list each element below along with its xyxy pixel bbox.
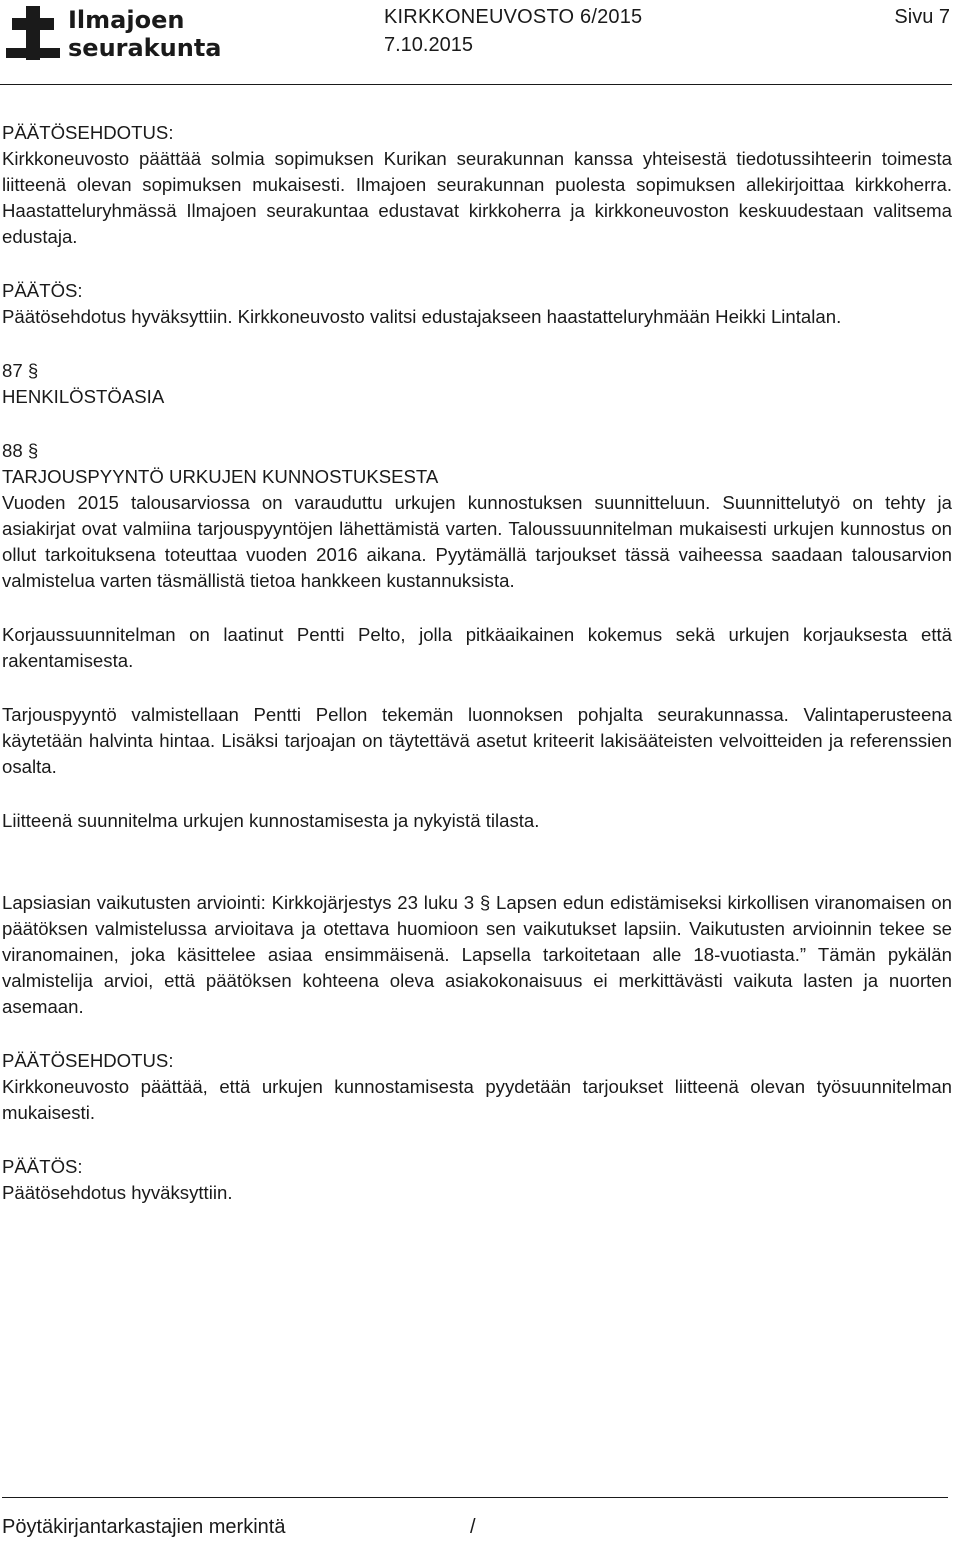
document-body xyxy=(2,120,952,1206)
footer-slash: / xyxy=(470,1516,476,1538)
cross-emblem-icon xyxy=(6,6,60,60)
decision-text-2: Päätösehdotus hyväksyttiin. xyxy=(2,1182,233,1203)
proposal-text-1: Kirkkoneuvosto päättää solmia sopimuksen Kurikan seurakunnan kanssa yhteisestä tiedotussihteerin toimesta liitteenä olevan sopimuksen mukaisesti. Ilmajoen seurakunnan puolesta sopimuksen allekirjoittaa kirkkoherra. Haastatteluryhmässä Ilmajoen seurakuntaa edustavat kirkkoherra ja kirkkoneuvoston keskuudestaan valitsema edustaja. xyxy=(2,148,952,247)
paragraph-4: Liitteenä suunnitelma urkujen kunnostamisesta ja nykyistä tilasta. xyxy=(2,810,540,831)
section-87-number: 87 § xyxy=(2,360,39,381)
decision-text-1: Päätösehdotus hyväksyttiin. Kirkkoneuvosto valitsi edustajakseen haastatteluryhmään Heikki Lintalan. xyxy=(2,306,842,327)
paragraph-1: Vuoden 2015 talousarviossa on varauduttu urkujen kunnostuksen suunnitteluun. Suunnittelutyö on tehty ja asiakirjat ovat valmiina tarjouspyyntöjen lähettämistä varten. Taloussuunnitelman mukaisesti urkujen kunnostus on ollut tarkoituksena toteuttaa vuoden 2016 aikana. Pyytämällä tarjoukset tässä vaiheessa saadaan talousarvion valmistelua varten täsmällistä tietoa hankkeen kustannuksista. xyxy=(2,492,952,591)
section-88-number: 88 § xyxy=(2,440,39,461)
decision-heading-1: PÄÄTÖS: xyxy=(2,280,83,301)
paragraph-5: Lapsiasian vaikutusten arviointi: Kirkkojärjestys 23 luku 3 § Lapsen edun edistämiseksi kirkollisen viranomaisen on päätöksen valmistelussa arvioitava ja otettava huomioon sen vaikutukset lapsiin. Vaikutusten arvioinnin tekee se viranomainen, joka käsittelee asiaa ensimmäisenä. Lapsella tarkoitetaan alle 18-vuotiasta.” Tämän pykälän valmistelija arvioi, että päätöksen kohteena oleva asiakokonaisuus ei merkittävästi vaikuta lasten ja nuorten asemaan. xyxy=(2,892,952,1017)
paragraph-3: Tarjouspyyntö valmistellaan Pentti Pellon tekemän luonnoksen pohjalta seurakunnassa. Valintaperusteena käytetään halvinta hintaa. Lisäksi tarjoajan on täytettävä asetut kriteerit lakisääteisten velvoitteiden ja referenssien osalta. xyxy=(2,704,952,777)
section-88-title: TARJOUSPYYNTÖ URKUJEN KUNNOSTUKSESTA xyxy=(2,466,439,487)
paragraph-2: Korjaussuunnitelman on laatinut Pentti Pelto, jolla pitkäaikainen kokemus sekä urkujen korjauksesta että rakentamisesta. xyxy=(2,624,952,671)
header-divider xyxy=(0,84,952,85)
decision-heading-2: PÄÄTÖS: xyxy=(2,1156,83,1177)
proposal-text-2: Kirkkoneuvosto päättää, että urkujen kunnostamisesta pyydetään tarjoukset liitteenä olevan työsuunnitelman mukaisesti. xyxy=(2,1076,952,1123)
proposal-heading-2: PÄÄTÖSEHDOTUS: xyxy=(2,1050,174,1071)
document-date: 7.10.2015 xyxy=(384,34,473,56)
page-number: Sivu 7 xyxy=(894,6,950,28)
footer-divider xyxy=(2,1497,948,1498)
proposal-heading-1: PÄÄTÖSEHDOTUS: xyxy=(2,122,174,143)
logo-line1: Ilmajoen xyxy=(68,6,185,34)
parish-logo xyxy=(6,4,238,66)
logo-line2: seurakunta xyxy=(68,34,222,62)
document-title: KIRKKONEUVOSTO 6/2015 xyxy=(384,6,643,28)
footer-label: Pöytäkirjantarkastajien merkintä xyxy=(2,1516,286,1538)
section-87-title: HENKILÖSTÖASIA xyxy=(2,386,165,407)
